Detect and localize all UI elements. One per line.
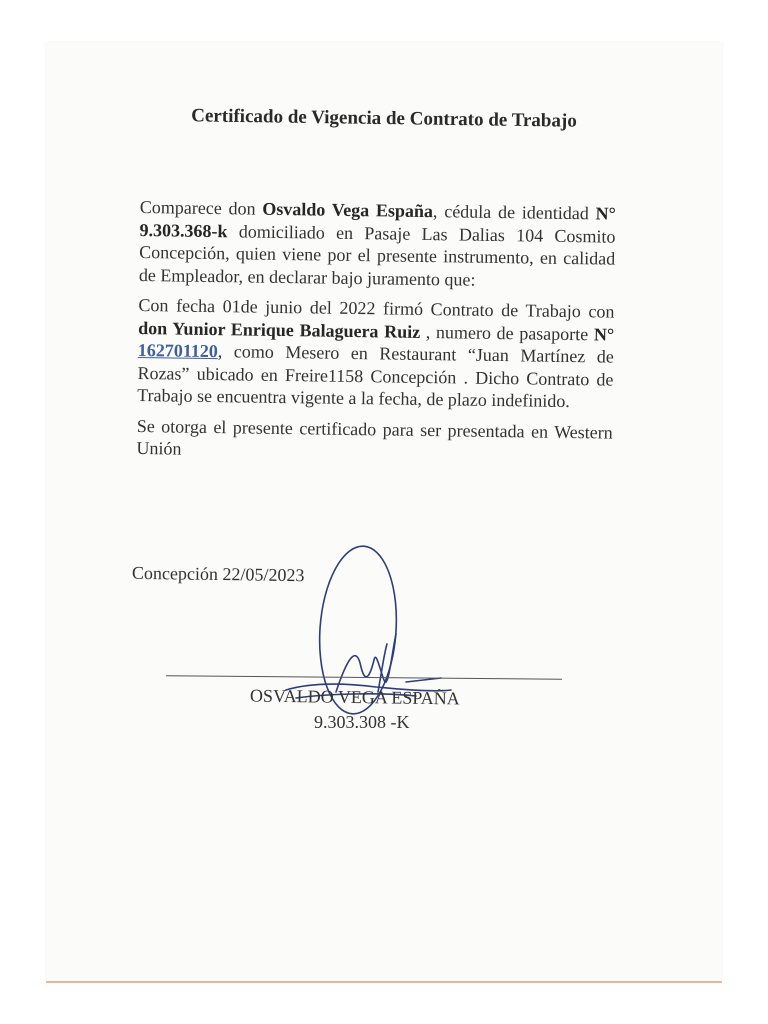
document-title: Certificado de Vigencia de Contrato de Trabajo xyxy=(191,105,577,132)
paragraph-contract xyxy=(137,294,615,413)
employee-name: don Yunior Enrique Balaguera Ruiz xyxy=(138,317,421,342)
document-body xyxy=(136,196,616,474)
p1-intro: Comparece don xyxy=(139,196,263,219)
p2-rest: , como Mesero en Restaurant “Juan Martínez de Rozas” ubicado en Freire1158 Concepción . Dicho Contrato de Trabajo se encuentra vigente a la fecha, de plazo indefinido. xyxy=(137,341,614,412)
signer-id: 9.303.308 -K xyxy=(314,712,410,732)
declarant-name: Osvaldo Vega España xyxy=(262,198,434,222)
signer-name: OSVALDO VEGA ESPAÑA xyxy=(249,685,460,709)
p2-after-employee: , numero de pasaporte xyxy=(420,321,595,344)
p2-intro: Con fecha 01de junio del 2022 firmó Contrato de Trabajo con xyxy=(138,294,615,322)
p1-rest: domiciliado en Pasaje Las Dalias 104 Cosmito Concepción, quien viene por el presente instrumento, en calidad de Empleador, en declarar bajo juramento que: xyxy=(138,220,616,290)
document-page xyxy=(46,42,722,982)
paragraph-purpose: Se otorga el presente certificado para ser presentada en Western Unión xyxy=(136,415,613,459)
paragraph-declarant xyxy=(139,196,616,293)
passport-number-link[interactable]: 162701120 xyxy=(137,339,218,362)
p1-after-name: , cédula de identidad xyxy=(432,201,596,224)
place-and-date: Concepción 22/05/2023 xyxy=(131,562,305,586)
declarant-id: N° 9.303.368-k xyxy=(139,203,616,241)
page-bottom-edge xyxy=(46,981,722,983)
passport-label: N° xyxy=(593,323,615,345)
